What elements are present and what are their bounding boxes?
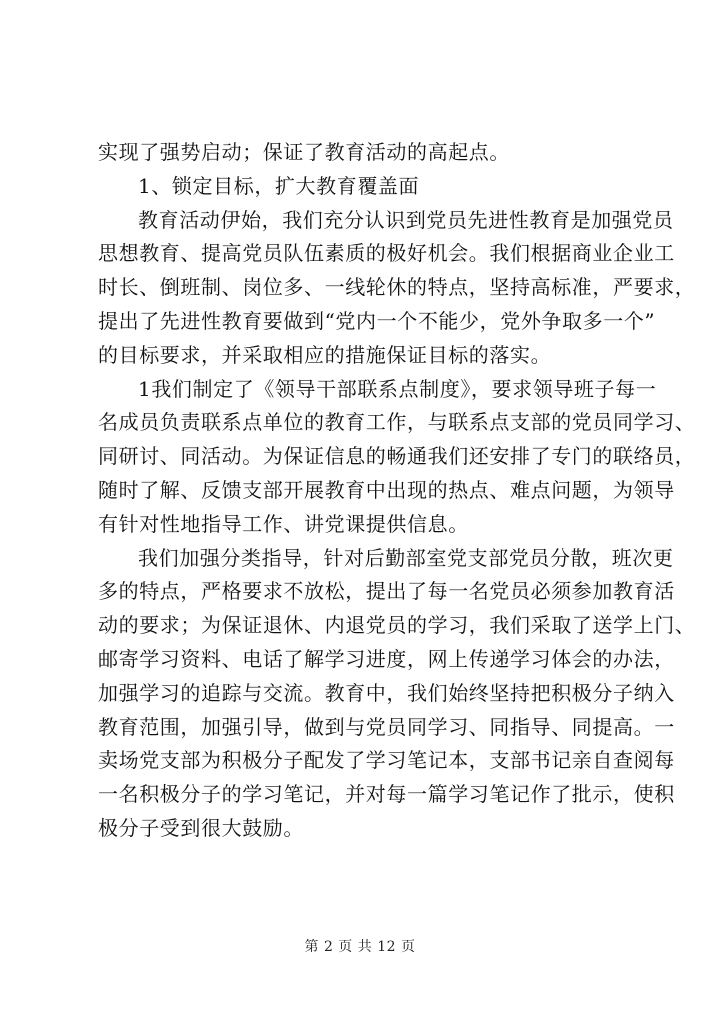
text-line: 多的特点，严格要求不放松，提出了每一名党员必须参加教育活	[98, 579, 675, 604]
text-line: 名成员负责联系点单位的教育工作，与联系点支部的党员同学习、	[98, 410, 696, 435]
text-line: 卖场党支部为积极分子配发了学习笔记本，支部书记亲自查阅每	[98, 748, 675, 773]
page-number-footer: 第 2 页 共 12 页	[304, 939, 416, 955]
text-line: 1我们制定了《领导干部联系点制度》，要求领导班子每一	[138, 376, 657, 401]
text-line: 有针对性地指导工作、讲党课提供信息。	[98, 511, 469, 536]
text-line: 极分子受到很大鼓励。	[98, 815, 304, 840]
text-line: 教育活动伊始，我们充分认识到党员先进性教育是加强党员	[138, 207, 674, 232]
body-text	[98, 136, 696, 846]
text-line: 一名积极分子的学习笔记，并对每一篇学习笔记作了批示，使积	[98, 782, 675, 807]
text-line: 加强学习的追踪与交流。教育中，我们始终坚持把积极分子纳入	[98, 680, 675, 705]
text-line: 的目标要求，并采取相应的措施保证目标的落实。	[98, 342, 552, 367]
text-line: 思想教育、提高党员队伍素质的极好机会。我们根据商业企业工	[98, 241, 675, 266]
text-line: 同研讨、同活动。为保证信息的畅通我们还安排了专门的联络员，	[98, 444, 696, 469]
text-line: 动的要求；为保证退休、内退党员的学习，我们采取了送学上门、	[98, 613, 696, 638]
text-line: 时长、倒班制、岗位多、一线轮休的特点，坚持高标准，严要求，	[98, 275, 696, 300]
text-line: 实现了强势启动；保证了教育活动的高起点。	[98, 140, 510, 164]
text-line: 提出了先进性教育要做到“党内一个不能少，党外争取多一个”	[98, 308, 656, 333]
text-line: 邮寄学习资料、电话了解学习进度，网上传递学习体会的办法，	[98, 646, 675, 671]
text-line: 随时了解、反馈支部开展教育中出现的热点、难点问题，为领导	[98, 477, 675, 502]
section-heading: 1、锁定目标，扩大教育覆盖面	[138, 173, 420, 198]
text-line: 教育范围，加强引导，做到与党员同学习、同指导、同提高。一	[98, 714, 675, 739]
text-line: 我们加强分类指导，针对后勤部室党支部党员分散，班次更	[138, 545, 674, 570]
